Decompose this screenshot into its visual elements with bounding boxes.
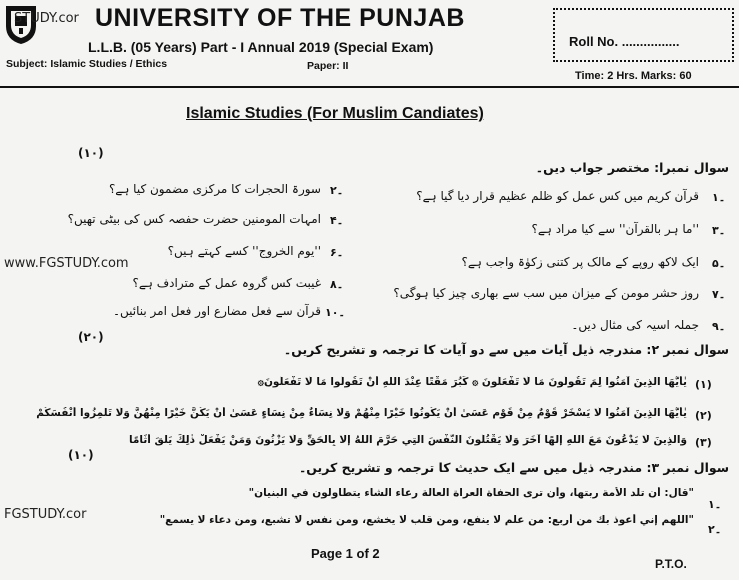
q1-right-item: روز حشر مومن کے میزان میں سب سے بھاری چیز کیا ہوگی؟ <box>393 286 699 300</box>
q1-left-num: ۶۔ <box>330 246 344 259</box>
subject-line: Subject: Islamic Studies / Ethics <box>6 58 168 70</box>
q1-right-num: ۵۔ <box>712 257 726 270</box>
q1-left-num: ۲۔ <box>330 184 344 197</box>
q3-heading: سوال نمبر ۳: مندرجہ ذیل میں سے ایک حدیث کا ترجمہ و تشریح کریں۔ <box>298 460 729 475</box>
q3-item-num: ۲۔ <box>708 523 722 536</box>
q1-left-item: سورۃ الحجرات کا مرکزی مضمون کیا ہے؟ <box>108 182 321 196</box>
q3-item-num: ۱۔ <box>708 498 722 511</box>
q1-right-num: ۷۔ <box>712 288 726 301</box>
q2-verse: يٰأَيُّهَا الَّذِينَ آمَنُوا لَا يَسْخَرْ قَوْمٌ مِنْ قَوْمٍ عَسَىٰ أَنْ يَكُونُوا خَيْرًا مِنْهُمْ وَلَا نِسَاءٌ مِنْ نِسَاءٍ عَسَىٰ أَنْ يَكُنَّ خَيْرًا مِنْهُنَّ وَلَا تَلْمِزُوا أَنْفُسَكُمْ <box>36 407 687 419</box>
watermark-top: STUDY.cor <box>14 11 79 26</box>
q1-right-num: ۱۔ <box>712 191 726 204</box>
q1-left-item: غیبت کس گروہ عمل کے مترادف ہے؟ <box>132 276 321 290</box>
q1-right-num: ۹۔ <box>712 320 726 333</box>
q1-marks: (۱۰) <box>78 146 104 160</box>
q1-left-num: ۱۰۔ <box>325 306 345 319</box>
watermark-bottom: FGSTUDY.cor <box>4 507 87 522</box>
q1-left-item: ''یوم الخروج'' کسے کہتے ہیں؟ <box>167 244 321 258</box>
page-number: Page 1 of 2 <box>311 546 380 561</box>
paper-number: Paper: II <box>307 60 349 72</box>
university-name: UNIVERSITY OF THE PUNJAB <box>95 4 465 32</box>
q1-left-num: ۴۔ <box>330 214 344 227</box>
paper-title: Islamic Studies (For Muslim Candiates) <box>186 105 484 122</box>
q1-left-num: ۸۔ <box>330 278 344 291</box>
q1-right-item: جملہ اسیہ کی مثال دیں۔ <box>571 318 699 332</box>
q1-left-item: امہات المومنین حضرت حفصہ کس کی بیٹی تھیں؟ <box>67 212 321 226</box>
header-divider <box>0 86 739 88</box>
q2-item-num: (۱) <box>695 378 712 391</box>
q1-heading: سوال نمبرا: مختصر جواب دیں۔ <box>535 160 729 175</box>
q1-right-num: ۳۔ <box>712 224 726 237</box>
please-turn-over: P.T.O. <box>655 557 687 571</box>
exam-line: L.L.B. (05 Years) Part - I Annual 2019 (Special Exam) <box>88 39 434 55</box>
q1-right-item: ایک لاکھ روپے کے مالک پر کتنی زکوٰۃ واجب ہے؟ <box>461 255 699 269</box>
q2-verse: وَالَّذِينَ لَا يَدْعُونَ مَعَ اللَّهِ إِلٰهًا آخَرَ وَلَا يَقْتُلُونَ النَّفْسَ الَّتِي حَرَّمَ اللَّهُ إِلَّا بِالْحَقِّ وَلَا يَزْنُونَ وَمَنْ يَفْعَلْ ذٰلِكَ يَلْقَ أَثَامًا <box>128 434 687 446</box>
q3-hadith: "اللهم إني أعوذ بك من أربع: من علم لا ينفع، ومن قلب لا يخشع، ومن نفس لا تشبع، ومن دعاء لا يسمع" <box>159 514 694 526</box>
q1-right-item: قرآن کریم میں کس عمل کو ظلم عظیم قرار دیا گیا ہے؟ <box>416 189 699 203</box>
q2-verse: يٰأَيُّهَا الَّذِينَ آمَنُوا لِمَ تَقُولُونَ مَا لَا تَفْعَلُونَ ۞ كَبُرَ مَقْتًا عِنْدَ اللَّهِ أَنْ تَقُولُوا مَا لَا تَفْعَلُونَ۞ <box>257 376 687 388</box>
watermark-middle: www.FGSTUDY.com <box>4 256 129 271</box>
time-marks: Time: 2 Hrs. Marks: 60 <box>575 70 692 82</box>
q1-left-item: قرآن سے فعل مضارع اور فعل امر بنائیں۔ <box>112 304 321 318</box>
q1-right-item: ''ما ہر بالقرآن'' سے کیا مراد ہے؟ <box>531 222 699 236</box>
q3-marks: (۱۰) <box>68 448 94 462</box>
roll-number-label: Roll No. ................ <box>569 34 680 49</box>
q2-item-num: (۳) <box>695 436 712 449</box>
q2-item-num: (۲) <box>695 409 712 422</box>
q2-heading: سوال نمبر ۲: مندرجہ ذیل آیات میں سے دو آیات کا ترجمہ و تشریح کریں۔ <box>283 342 729 357</box>
q2-marks: (۲۰) <box>78 330 104 344</box>
roll-number-box <box>553 8 734 62</box>
q3-hadith: "قال: أن تلد الأمة ربتها، وأن ترى الحفاة العراة العالة رعاء الشاء يتطاولون في البنيان" <box>248 487 694 499</box>
